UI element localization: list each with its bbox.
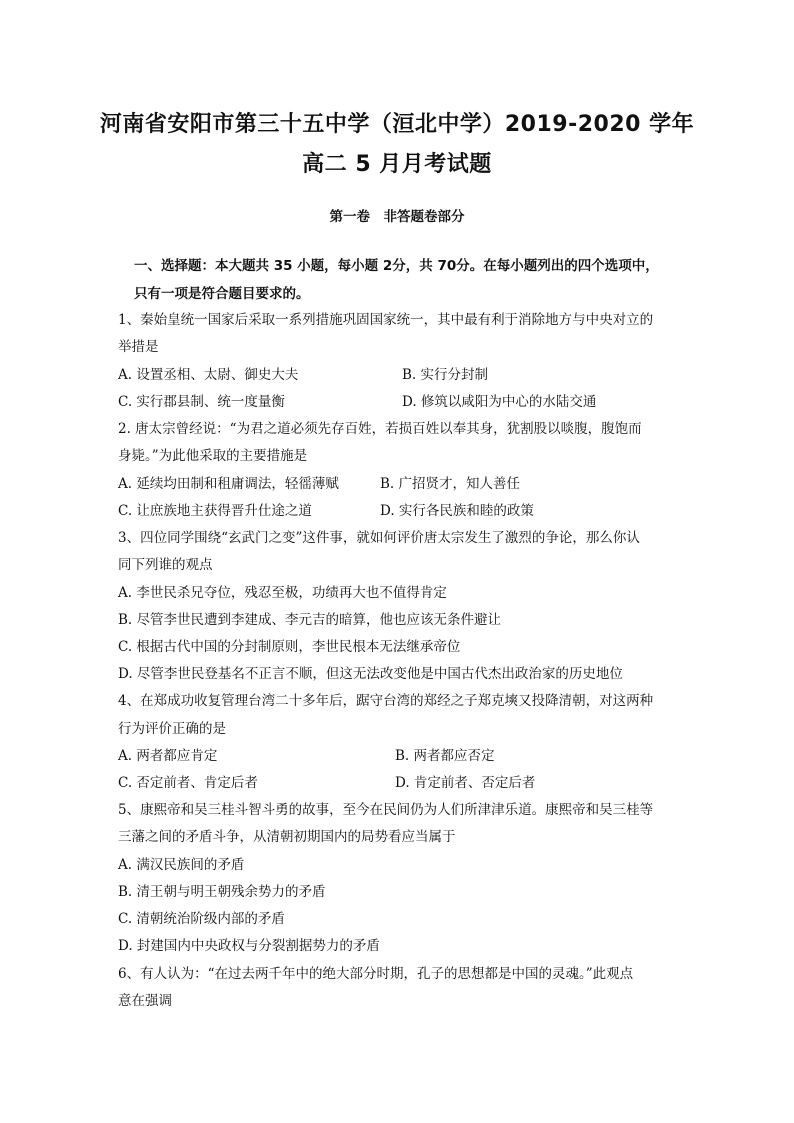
- q2-option-a: A. 延续均田制和租庸调法，轻徭薄赋: [118, 476, 339, 492]
- q2-stem-line2: 身毙。”为此他采取的主要措施是: [118, 448, 308, 464]
- q4-stem-line2: 行为评价正确的是: [118, 721, 226, 737]
- q4-stem-line1: 4、在郑成功收复管理台湾二十多年后，踞守台湾的郑经之子郑克塽又投降清朝，对这两种: [118, 693, 654, 709]
- q2-option-c: C. 让庶族地主获得晋升仕途之道: [118, 503, 312, 519]
- q6-stem-line2: 意在强调: [118, 993, 172, 1009]
- q3-option-a: A. 李世民杀兄夺位，残忍至极，功绩再大也不值得肯定: [118, 585, 447, 601]
- q3-option-d: D. 尽管李世民登基名不正言不顺，但这无法改变他是中国古代杰出政治家的历史地位: [118, 666, 623, 682]
- q1-option-a: A. 设置丞相、太尉、御史大夫: [118, 367, 299, 383]
- q5-stem-line1: 5、康熙帝和吴三桂斗智斗勇的故事，至今在民间仍为人们所津津乐道。康熙帝和吴三桂等: [118, 802, 654, 818]
- q5-option-c: C. 清朝统治阶级内部的矛盾: [118, 911, 285, 927]
- document-title-line2: 高二 5 月月考试题: [302, 152, 492, 177]
- q2-option-b: B. 广招贤才，知人善任: [380, 476, 521, 492]
- section-subtitle: 第一卷 非答题卷部分: [329, 209, 465, 225]
- q3-option-b: B. 尽管李世民遭到李建成、李元吉的暗算，他也应该无条件避让: [118, 612, 502, 628]
- q5-option-a: A. 满汉民族间的矛盾: [118, 857, 245, 873]
- q3-stem-line2: 同下列谁的观点: [118, 557, 213, 573]
- q4-option-a: A. 两者都应肯定: [118, 748, 218, 764]
- q1-stem-line2: 举措是: [118, 339, 159, 355]
- document-title-line1: 河南省安阳市第三十五中学（洹北中学）2019-2020 学年: [99, 112, 695, 137]
- q5-stem-line2: 三藩之间的矛盾斗争，从清朝初期国内的局势看应当属于: [118, 829, 456, 845]
- instructions-line2: 只有一项是符合题目要求的。: [134, 286, 310, 302]
- q5-option-b: B. 清王朝与明王朝残余势力的矛盾: [118, 884, 326, 900]
- q2-stem-line1: 2. 唐太宗曾经说：“为君之道必须先存百姓，若损百姓以奉其身，犹割股以啖腹，腹饱而: [118, 421, 642, 437]
- instructions-line1: 一、选择题：本大题共 35 小题，每小题 2分，共 70分。在每小题列出的四个选项中，: [134, 258, 659, 274]
- section-instructions: [134, 252, 694, 308]
- q4-option-d: D. 肯定前者、否定后者: [395, 775, 536, 791]
- q3-option-c: C. 根据古代中国的分封制原则，李世民根本无法继承帝位: [118, 639, 461, 655]
- q5-option-d: D. 封建国内中央政权与分裂割据势力的矛盾: [118, 938, 380, 954]
- q6-stem-line1: 6、有人认为：“在过去两千年中的绝大部分时期，孔子的思想都是中国的灵魂。”此观点: [118, 966, 634, 982]
- q1-option-b: B. 实行分封制: [402, 367, 489, 383]
- q3-stem-line1: 3、四位同学围绕“玄武门之变”这件事，就如何评价唐太宗发生了激烈的争论，那么你认: [118, 530, 640, 546]
- q4-option-c: C. 否定前者、肯定后者: [118, 775, 258, 791]
- q1-option-d: D. 修筑以咸阳为中心的水陆交通: [402, 394, 597, 410]
- q4-option-b: B. 两者都应否定: [395, 748, 495, 764]
- q2-option-d: D. 实行各民族和睦的政策: [380, 503, 534, 519]
- q1-option-c: C. 实行郡县制、统一度量衡: [118, 394, 285, 410]
- q1-stem-line1: 1、秦始皇统一国家后采取一系列措施巩固国家统一，其中最有利于消除地方与中央对立的: [118, 312, 654, 328]
